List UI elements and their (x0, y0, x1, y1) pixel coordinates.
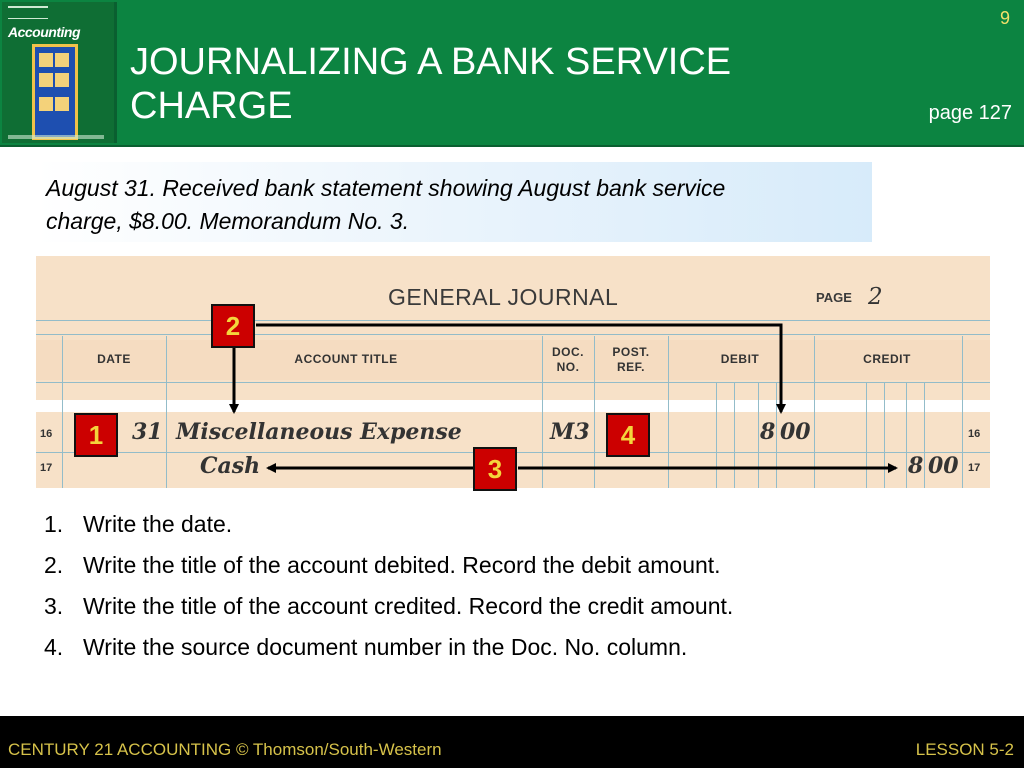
debit-amount-dollars: 8 (760, 419, 776, 445)
credit-account-title: Cash (200, 453, 261, 479)
doc-no-header-line2: NO. (556, 360, 580, 374)
slide-footer (0, 716, 1024, 768)
callout-2: 2 (211, 304, 255, 348)
transaction-line1: August 31. Received bank statement showing August bank service (46, 175, 726, 201)
footer-copyright: CENTURY 21 ACCOUNTING © Thomson/South-Western (8, 740, 442, 759)
callout-1: 1 (74, 413, 118, 457)
credit-column-header: CREDIT (863, 352, 911, 366)
slide-title-line2: CHARGE (130, 85, 293, 127)
book-title: Accounting (8, 24, 80, 40)
account-title-column-header: ACCOUNT TITLE (294, 352, 398, 366)
line-number: 16 (968, 428, 981, 440)
page-reference: page 127 (928, 102, 1012, 124)
callout-4: 4 (606, 413, 650, 457)
callout-3: 3 (473, 447, 517, 491)
credit-amount-cents: 00 (928, 453, 959, 479)
entry-date: 31 (132, 419, 163, 445)
journal-title: GENERAL JOURNAL (388, 284, 619, 310)
date-column-header: DATE (97, 352, 131, 366)
debit-account-title: Miscellaneous Expense (176, 419, 462, 445)
step-item: 3. Write the title of the account credited. Record the credit amount. (44, 593, 734, 619)
steps-list (44, 508, 733, 672)
line-number: 16 (40, 428, 53, 440)
transaction-line2: charge, $8.00. Memorandum No. 3. (46, 208, 410, 234)
arrow-2-to-debit (256, 325, 781, 412)
doc-number: M3 (550, 419, 590, 445)
journal-page-number: 2 (868, 284, 883, 310)
step-item: 4. Write the source document number in the Doc. No. column. (44, 634, 688, 660)
footer-lesson: LESSON 5-2 (915, 740, 1014, 759)
journal-page-label: PAGE (816, 290, 852, 305)
line-number: 17 (40, 462, 53, 474)
slide-number: 9 (999, 8, 1010, 28)
debit-column-header: DEBIT (720, 352, 760, 366)
credit-amount-dollars: 8 (908, 453, 924, 479)
step-item: 2. Write the title of the account debited. Record the debit amount. (44, 552, 721, 578)
post-ref-header-line1: POST. (612, 345, 650, 359)
slide-title-line1: JOURNALIZING A BANK SERVICE (130, 41, 732, 83)
doc-no-header-line1: DOC. (552, 345, 584, 359)
post-ref-header-line2: REF. (616, 360, 645, 374)
line-number: 17 (968, 462, 981, 474)
debit-amount-cents: 00 (780, 419, 811, 445)
step-item: 1. Write the date. (44, 511, 233, 537)
